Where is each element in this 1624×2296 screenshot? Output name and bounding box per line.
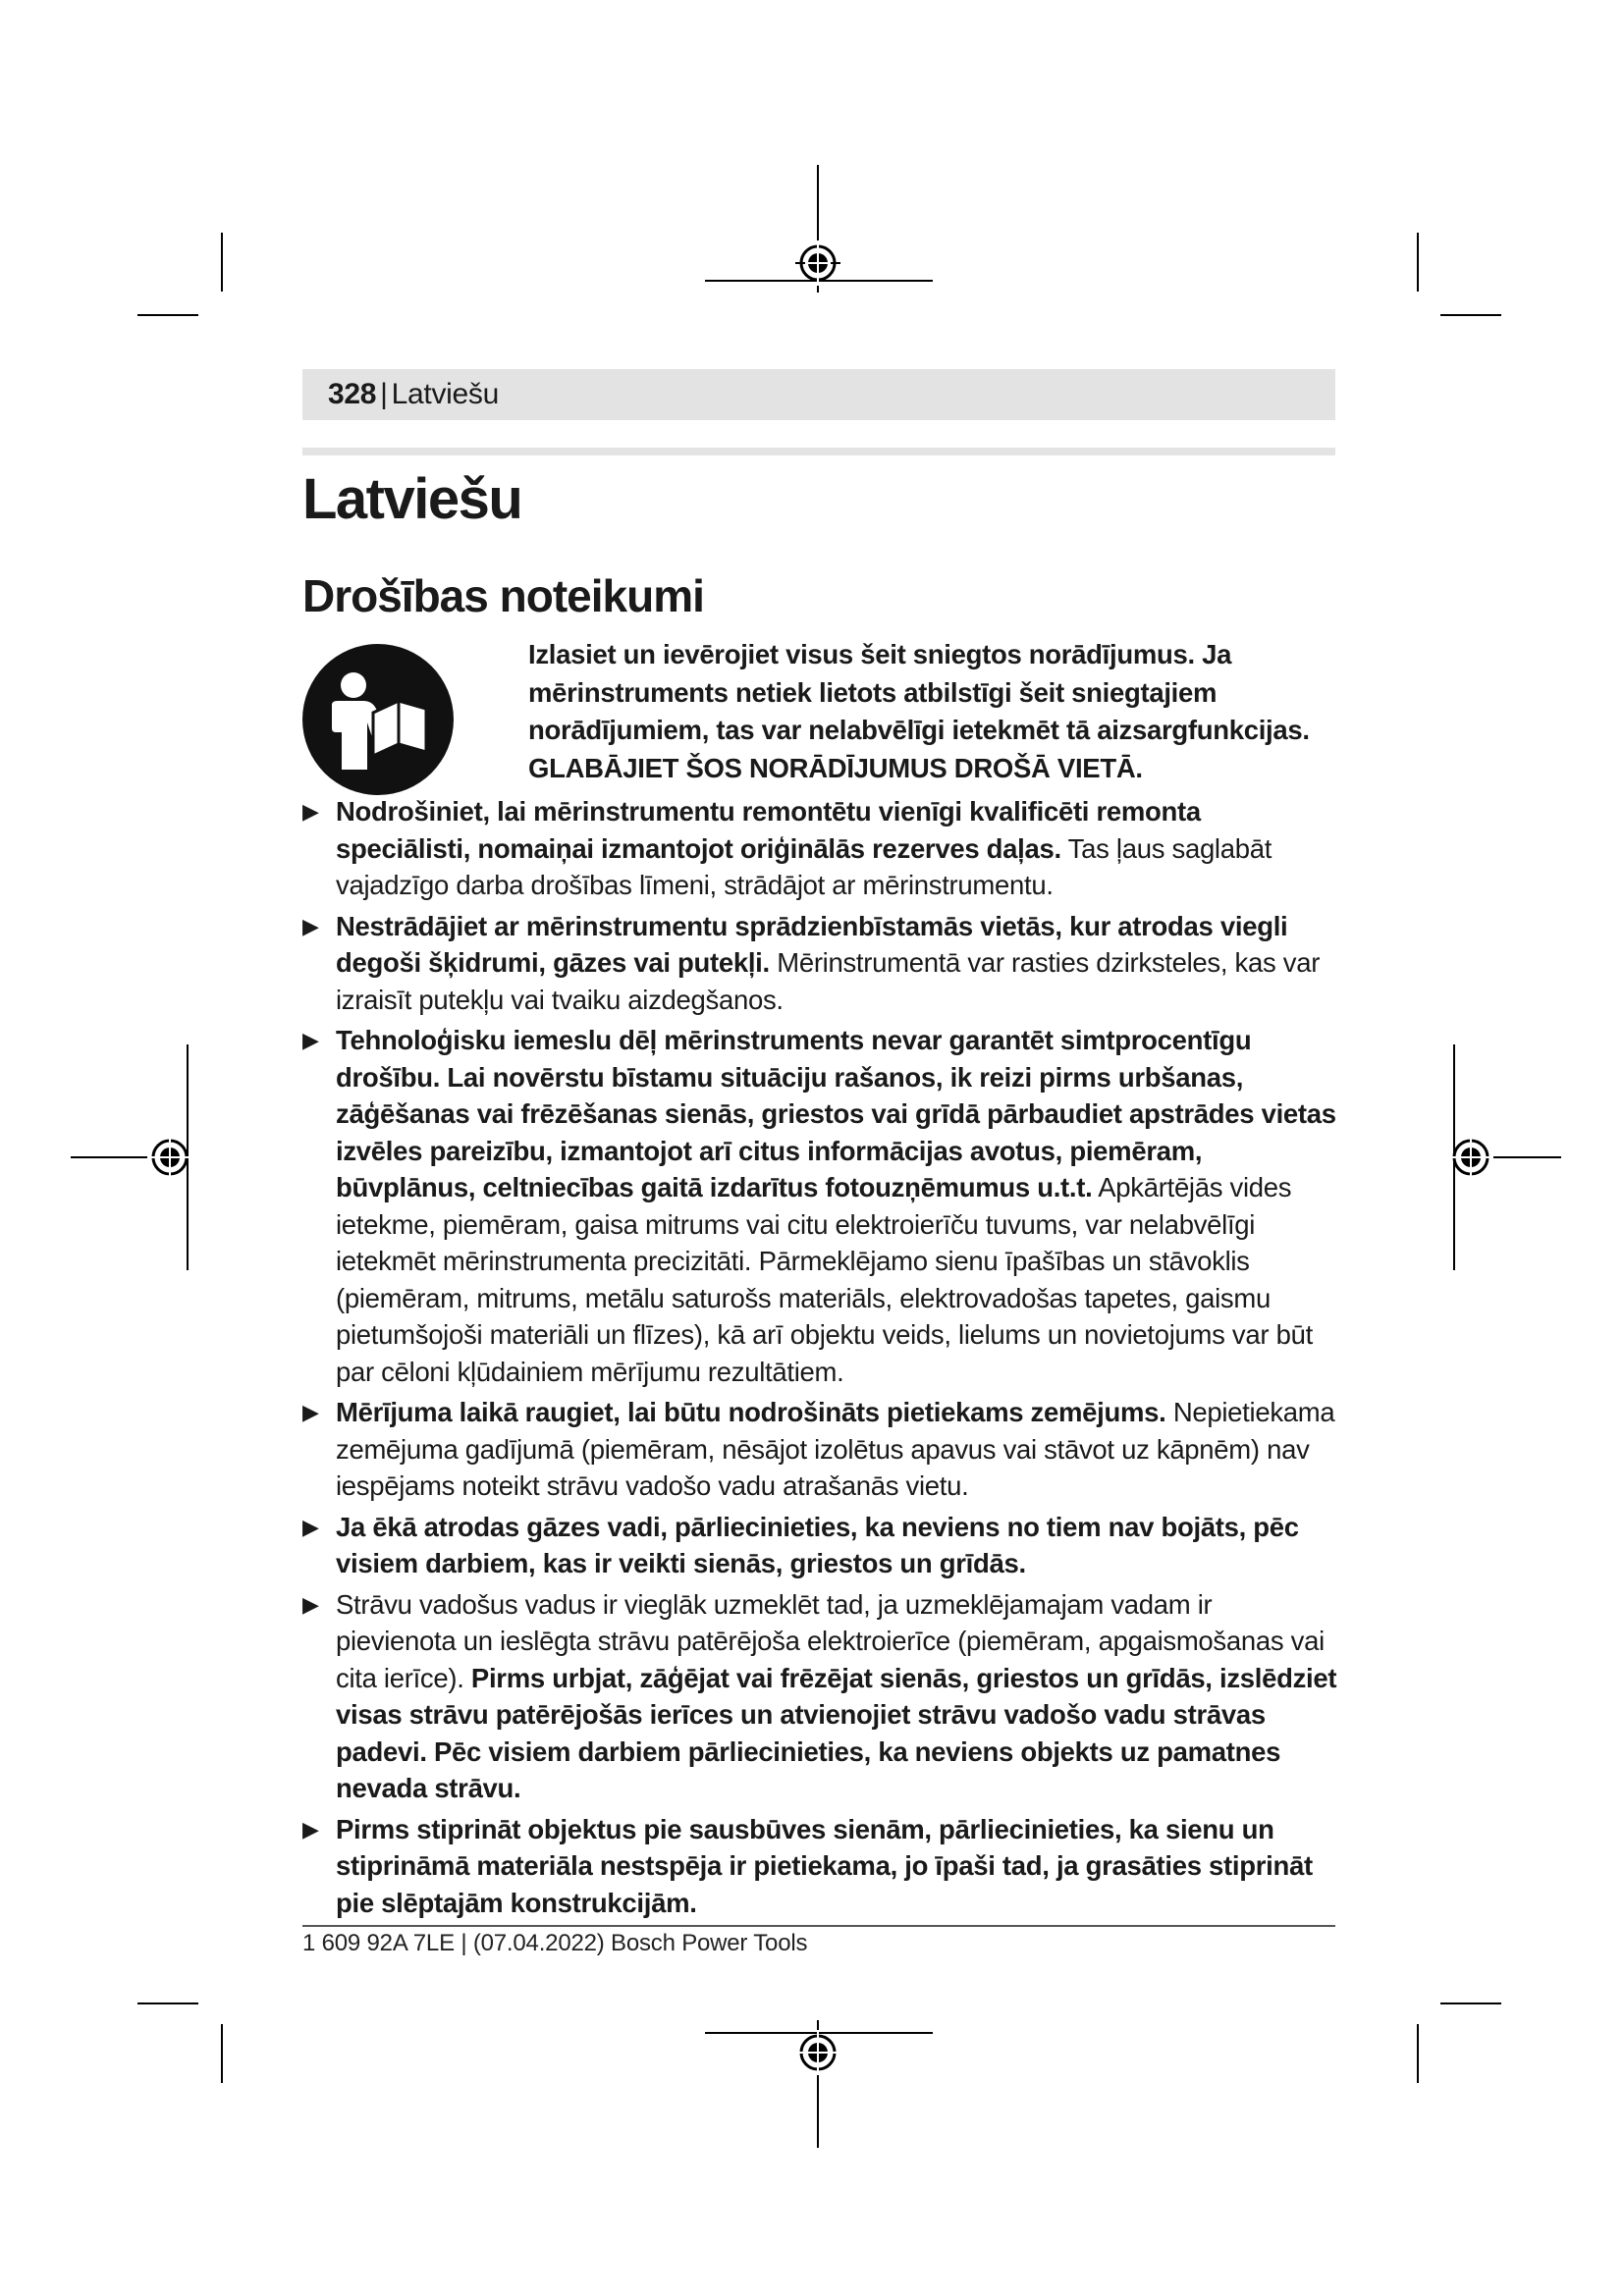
list-item: ▶ Ja ēkā atrodas gāzes vadi, pārliecinieties, ka neviens no tiem nav bojāts, pēc visiem darbiem, kas ir veikti sienās, griestos un grīdās. (302, 1509, 1337, 1582)
bullet-triangle-icon: ▶ (302, 913, 319, 938)
bullet-triangle-icon: ▶ (302, 1400, 319, 1424)
list-item: ▶ Nestrādājiet ar mērinstrumentu sprādzienbīstamās vietās, kur atrodas viegli degoši šķidrumi, gāzes vai putekļi. Mērinstrumentā var rasties dzirksteles, kas var izraisīt putekļu vai tvaiku aizdegšanos. (302, 908, 1337, 1019)
crop-mark (221, 233, 223, 292)
bullet-triangle-icon: ▶ (302, 1028, 319, 1052)
header-language: Latviešu (391, 378, 499, 410)
section-title: Drošības noteikumi (302, 570, 704, 621)
crop-mark (1440, 2002, 1501, 2004)
header-separator: | (380, 378, 388, 410)
list-item: ▶ Pirms stiprināt objektus pie sausbūves sienām, pārliecinieties, ka sienu un stiprināmā materiāla nestspēja ir pietiekama, jo īpaši tad, ja grasāties stiprināt pie slēptajām konstrukcijām. (302, 1811, 1337, 1922)
bullet-triangle-icon: ▶ (302, 799, 319, 824)
registration-target-icon (1448, 1135, 1493, 1180)
bullet-triangle-icon: ▶ (302, 1591, 319, 1617)
safety-rules-list (302, 793, 1337, 1925)
page-header (302, 369, 1335, 420)
crop-mark (1440, 314, 1501, 316)
crop-mark (221, 2024, 223, 2083)
bullet-triangle-icon: ▶ (302, 1816, 319, 1842)
crop-mark (137, 314, 198, 316)
crop-mark (137, 2002, 198, 2004)
crop-mark (1417, 2024, 1419, 2083)
footer-rule (302, 1925, 1335, 1927)
crop-mark (1417, 233, 1419, 292)
registration-target-icon (795, 240, 840, 286)
header-rule (302, 448, 1335, 455)
registration-target-icon (795, 2030, 840, 2075)
list-item: ▶ Tehnoloģisku iemeslu dēļ mērinstruments nevar garantēt simtprocentīgu drošību. Lai novērstu bīstamu situāciju rašanos, ik reizi pirms urbšanas, zāģēšanas vai frēzēšanas sienās, griestos vai grīdā pārbaudiet apstrādes vietas izvēles pareizību, izmantojot arī citus informācijas avotus, piemēram, būvplānus, celtniecības gaitā izdarītus fotouzņēmumus u.t.t. Apkārtējās vides ietekme, piemēram, gaisa mitrums vai citu elektroierīču tuvums, var nelabvēlīgi ietekmēt mērinstrumenta precizitāti. Pārmeklējamo sienu īpašības un stāvoklis (piemēram, mitrums, metālu saturošs materiāls, elektrovadošas tapetes, gaismu pietumšojoši materiāli un flīzes), kā arī objektu veids, lielums un novietojums var būt par cēloni kļūdainiem mērījumu rezultātiem. (302, 1022, 1337, 1390)
page-footer: 1 609 92A 7LE | (07.04.2022) Bosch Power Tools (302, 1930, 808, 1956)
list-item: ▶ Nodrošiniet, lai mērinstrumentu remontētu vienīgi kvalificēti remonta speciālisti, nomaiņai izmantojot oriģinālās rezerves daļas. Tas ļaus saglabāt vajadzīgo darba drošības līmeni, strādājot ar mērinstrumentu. (302, 793, 1337, 904)
list-item: ▶ Strāvu vadošus vadus ir vieglāk uzmeklēt tad, ja uzmeklējamajam vadam ir pievienota un ieslēgta strāvu patērējoša elektroierīce (piemēram, apgaismošanas vai cita ierīce). Pirms urbjat, zāģējat vai frēzējat sienās, griestos un grīdās, izslēdziet visas strāvu patērējošās ierīces un atvienojiet strāvu vadošo vadu strāvas padevi. Pēc visiem darbiem pārliecinieties, ka neviens objekts uz pamatnes nevada strāvu. (302, 1586, 1337, 1807)
list-item: ▶ Mērījuma laikā raugiet, lai būtu nodrošināts pietiekams zemējums. Nepietiekama zemējuma gadījumā (piemēram, nēsājot izolētus apavus vai stāvot uz kāpnēm) nav iespējams noteikt strāvu vadošo vadu atrašanās vietu. (302, 1394, 1337, 1505)
read-manual-icon (302, 644, 454, 795)
bullet-triangle-icon: ▶ (302, 1514, 319, 1539)
registration-target-icon (147, 1135, 192, 1180)
intro-warning: Izlasiet un ievērojiet visus šeit sniegtos norādījumus. Ja mērinstruments netiek lietots atbilstīgi šeit sniegtajiem norādījumiem, tas var nelabvēlīgi ietekmēt tā aizsargfunkcijas. GLABĀJIET ŠOS NORĀDĪJUMUS DROŠĀ VIETĀ. (528, 639, 1310, 783)
page-number: 328 (328, 378, 377, 410)
page-title: Latviešu (302, 467, 522, 531)
